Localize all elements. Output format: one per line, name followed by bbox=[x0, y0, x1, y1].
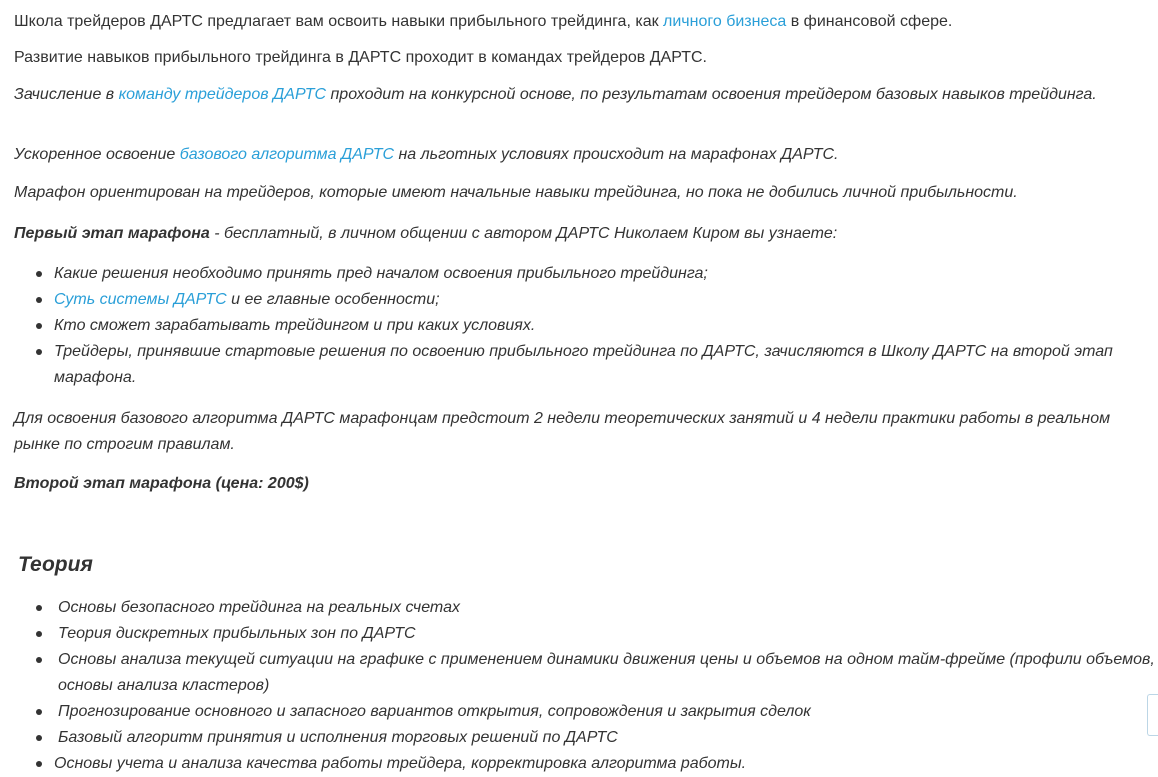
study-plan-paragraph: Для освоения базового алгоритма ДАРТС марафонцам предстоит 2 недели теоретических занятий и 4 недели практики работы в реальном рынке по строгим правилам. bbox=[14, 410, 1111, 453]
list-item: Прогнозирование основного и запасного вариантов открытия, сопровождения и закрытия сделок bbox=[54, 699, 1158, 725]
enrollment-paragraph bbox=[14, 84, 1114, 106]
intro-text-end: в финансовой сфере. bbox=[786, 13, 953, 30]
scroll-to-top-button[interactable] bbox=[1147, 694, 1158, 736]
theory-heading: Теория bbox=[18, 553, 93, 576]
list-item: Теория дискретных прибыльных зон по ДАРТС bbox=[54, 621, 1158, 647]
intro-text: Школа трейдеров ДАРТС предлагает вам освоить навыки прибыльного трейдинга, как bbox=[14, 13, 664, 30]
list-item: Кто сможет зарабатывать трейдингом и при каких условиях. bbox=[54, 313, 1144, 339]
accelerated-paragraph bbox=[14, 144, 838, 166]
marathon-audience-paragraph: Марафон ориентирован на трейдеров, которые имеют начальные навыки трейдинга, но пока не добились личной прибыльности. bbox=[14, 184, 1018, 201]
teams-paragraph: Развитие навыков прибыльного трейдинга в ДАРТС проходит в командах трейдеров ДАРТС. bbox=[14, 49, 707, 66]
base-algorithm-link[interactable]: базового алгоритма ДАРТС bbox=[179, 146, 395, 163]
list-item: Базовый алгоритм принятия и исполнения торговых решений по ДАРТС bbox=[54, 725, 1158, 751]
list-item: Какие решения необходимо принять пред началом освоения прибыльного трейдинга; bbox=[54, 261, 1144, 287]
stage-one-list bbox=[54, 261, 1144, 391]
darts-system-link[interactable]: Суть системы ДАРТС bbox=[54, 291, 227, 308]
list-item: Основы учета и анализа качества работы трейдера, корректировка алгоритма работы. bbox=[54, 751, 1158, 777]
intro-paragraph bbox=[14, 11, 952, 33]
stage-one-description: - бесплатный, в личном общении с автором ДАРТС Николаем Киром вы узнаете: bbox=[209, 225, 838, 242]
list-item: Основы анализа текущей ситуации на графике с применением динамики движения цены и объемов на одном тайм-фрейме (профили объемов, основы анализа кластеров) bbox=[54, 647, 1158, 699]
stage-two-heading bbox=[14, 473, 309, 495]
traders-team-link[interactable]: команду трейдеров ДАРТС bbox=[118, 86, 327, 103]
list-item bbox=[54, 287, 1144, 313]
list-item: Трейдеры, принявшие стартовые решения по освоению прибыльного трейдинга по ДАРТС, зачисляются в Школу ДАРТС на второй этап марафона. bbox=[54, 339, 1144, 391]
enrollment-text-end: проходит на конкурсной основе, по результатам освоения трейдером базовых навыков трейдинга. bbox=[326, 86, 1097, 103]
accelerated-text: Ускоренное освоение bbox=[14, 146, 180, 163]
personal-business-link[interactable]: личного бизнеса bbox=[663, 13, 787, 30]
theory-list bbox=[54, 595, 1158, 777]
stage-one-paragraph bbox=[14, 223, 837, 245]
stage-two-title: Второй этап марафона (цена: 200$) bbox=[14, 475, 309, 492]
enrollment-text: Зачисление в bbox=[14, 86, 119, 103]
list-item: Основы безопасного трейдинга на реальных счетах bbox=[54, 595, 1158, 621]
stage-one-title: Первый этап марафона bbox=[14, 225, 210, 242]
list-item-text: и ее главные особенности; bbox=[226, 291, 440, 308]
accelerated-text-end: на льготных условиях происходит на марафонах ДАРТС. bbox=[394, 146, 839, 163]
